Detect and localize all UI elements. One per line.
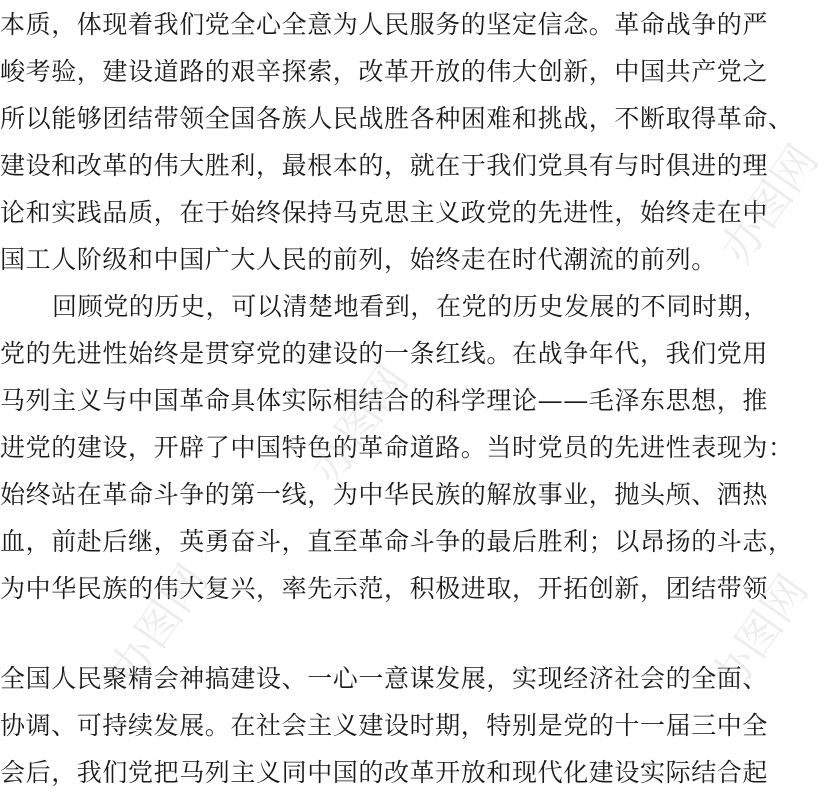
text-line: 本质，体现着我们党全心全意为人民服务的坚定信念。革命战争的严	[0, 10, 769, 39]
text-line: 建设和改革的伟大胜利，最根本的，就在于我们党具有与时俱进的理	[0, 151, 769, 180]
text-line: 始终站在革命斗争的第一线，为中华民族的解放事业，抛头颅、洒热	[0, 480, 769, 509]
text-line: 为中华民族的伟大复兴，率先示范，积极进取，开拓创新，团结带领	[0, 574, 769, 603]
text-line: 国工人阶级和中国广大人民的前列，始终走在时代潮流的前列。	[0, 245, 717, 274]
text-line: 血，前赴后继，英勇奋斗，直至革命斗争的最后胜利；以昂扬的斗志，	[0, 527, 794, 556]
text-line: 协调、可持续发展。在社会主义建设时期，特别是党的十一届三中全	[0, 711, 769, 740]
text-line: 所以能够团结带领全国各族人民战胜各种困难和挑战，不断取得革命、	[0, 104, 794, 133]
text-line: 马列主义与中国革命具体实际相结合的科学理论——毛泽东思想，推	[0, 386, 769, 415]
text-line: 党的先进性始终是贯穿党的建设的一条红线。在战争年代，我们党用	[0, 339, 769, 368]
text-line: 峻考验，建设道路的艰辛探索，改革开放的伟大创新，中国共产党之	[0, 57, 769, 86]
watermark: 办图网	[710, 135, 829, 274]
text-line: 会后，我们党把马列主义同中国的改革开放和现代化建设实际结合起	[0, 758, 769, 787]
paragraph-start-line: 回顾党的历史，可以清楚地看到，在党的历史发展的不同时期，	[52, 292, 769, 321]
watermark: 办图网	[300, 355, 419, 494]
text-line: 全国人民聚精会神搞建设、一心一意谋发展，实现经济社会的全面、	[0, 664, 769, 693]
text-line: 论和实践品质，在于始终保持马克思主义政党的先进性，始终走在中	[0, 198, 769, 227]
watermark: 办图网	[700, 565, 819, 704]
text-line: 进党的建设，开辟了中国特色的革命道路。当时党员的先进性表现为：	[0, 433, 794, 462]
watermark: 办图网	[100, 555, 219, 694]
